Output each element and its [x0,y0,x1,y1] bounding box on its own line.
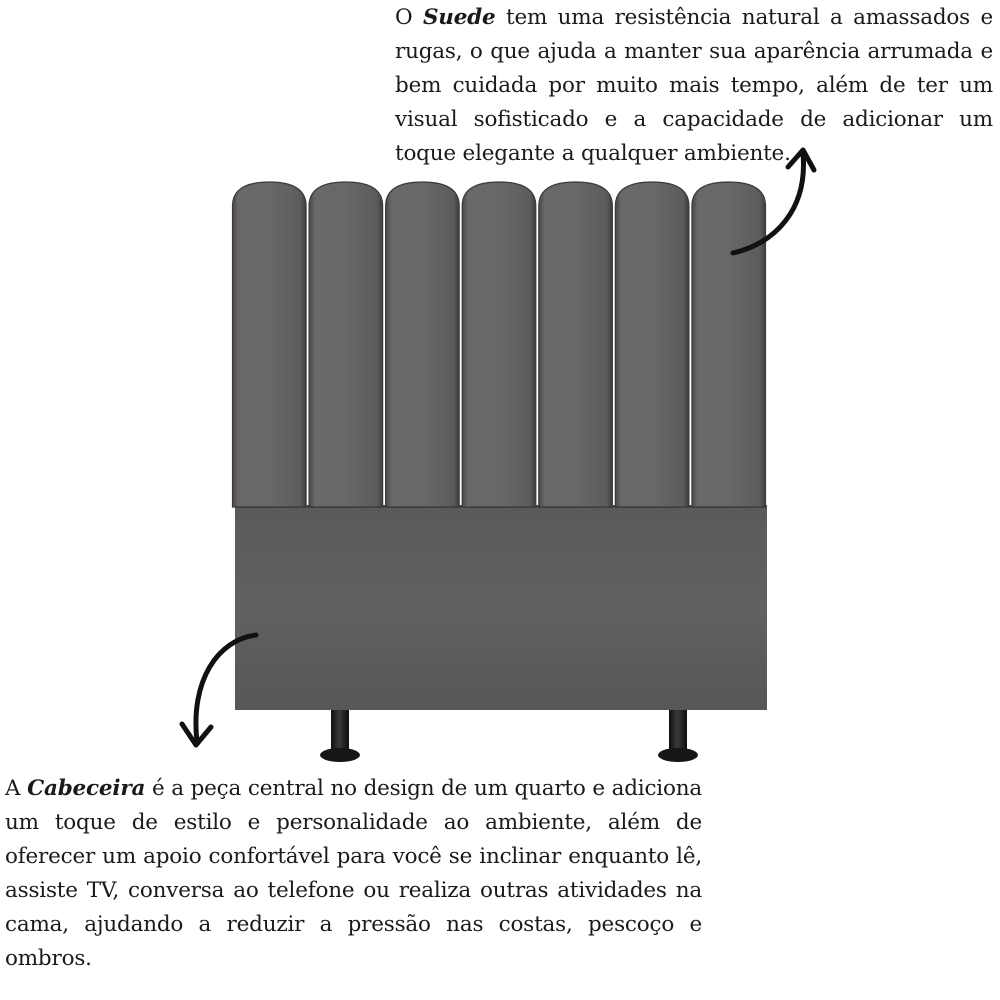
right-leg-foot [658,748,698,762]
cabeceira-description [5,772,702,976]
suede-description [395,1,993,171]
headboard-panels [233,182,766,507]
left-leg [331,706,349,754]
suede-prefix: O [395,5,423,30]
headboard-panel [615,182,689,507]
cabeceira-prefix: A [5,776,28,801]
left-leg-foot [320,748,360,762]
headboard-panel [386,182,460,507]
cabeceira-keyword: Cabeceira [27,776,146,801]
right-leg [669,706,687,754]
headboard-panel [309,182,383,507]
suede-keyword: Suede [422,5,496,30]
headboard-legs [320,706,698,762]
headboard-panel [233,182,307,507]
headboard-panel [539,182,613,507]
headboard-panel [692,182,766,507]
headboard-base [235,505,767,710]
cabeceira-body: é a peça central no design de um quarto e adiciona um toque de estilo e personalidade ao ambiente, além de oferecer um apoio confortável para você se inclinar enquanto lê, assiste TV, conversa ao telefone ou realiza outras atividades na cama, ajudando a reduzir a pressão nas costas, pescoço e ombros. [5,776,702,971]
suede-body: tem uma resistência natural a amassados e rugas, o que ajuda a manter sua aparência arrumada e bem cuidada por muito mais tempo, além de ter um visual sofisticado e a capacidade de adicionar um toque elegante a qualquer ambiente. [395,5,994,166]
headboard-panel [462,182,536,507]
